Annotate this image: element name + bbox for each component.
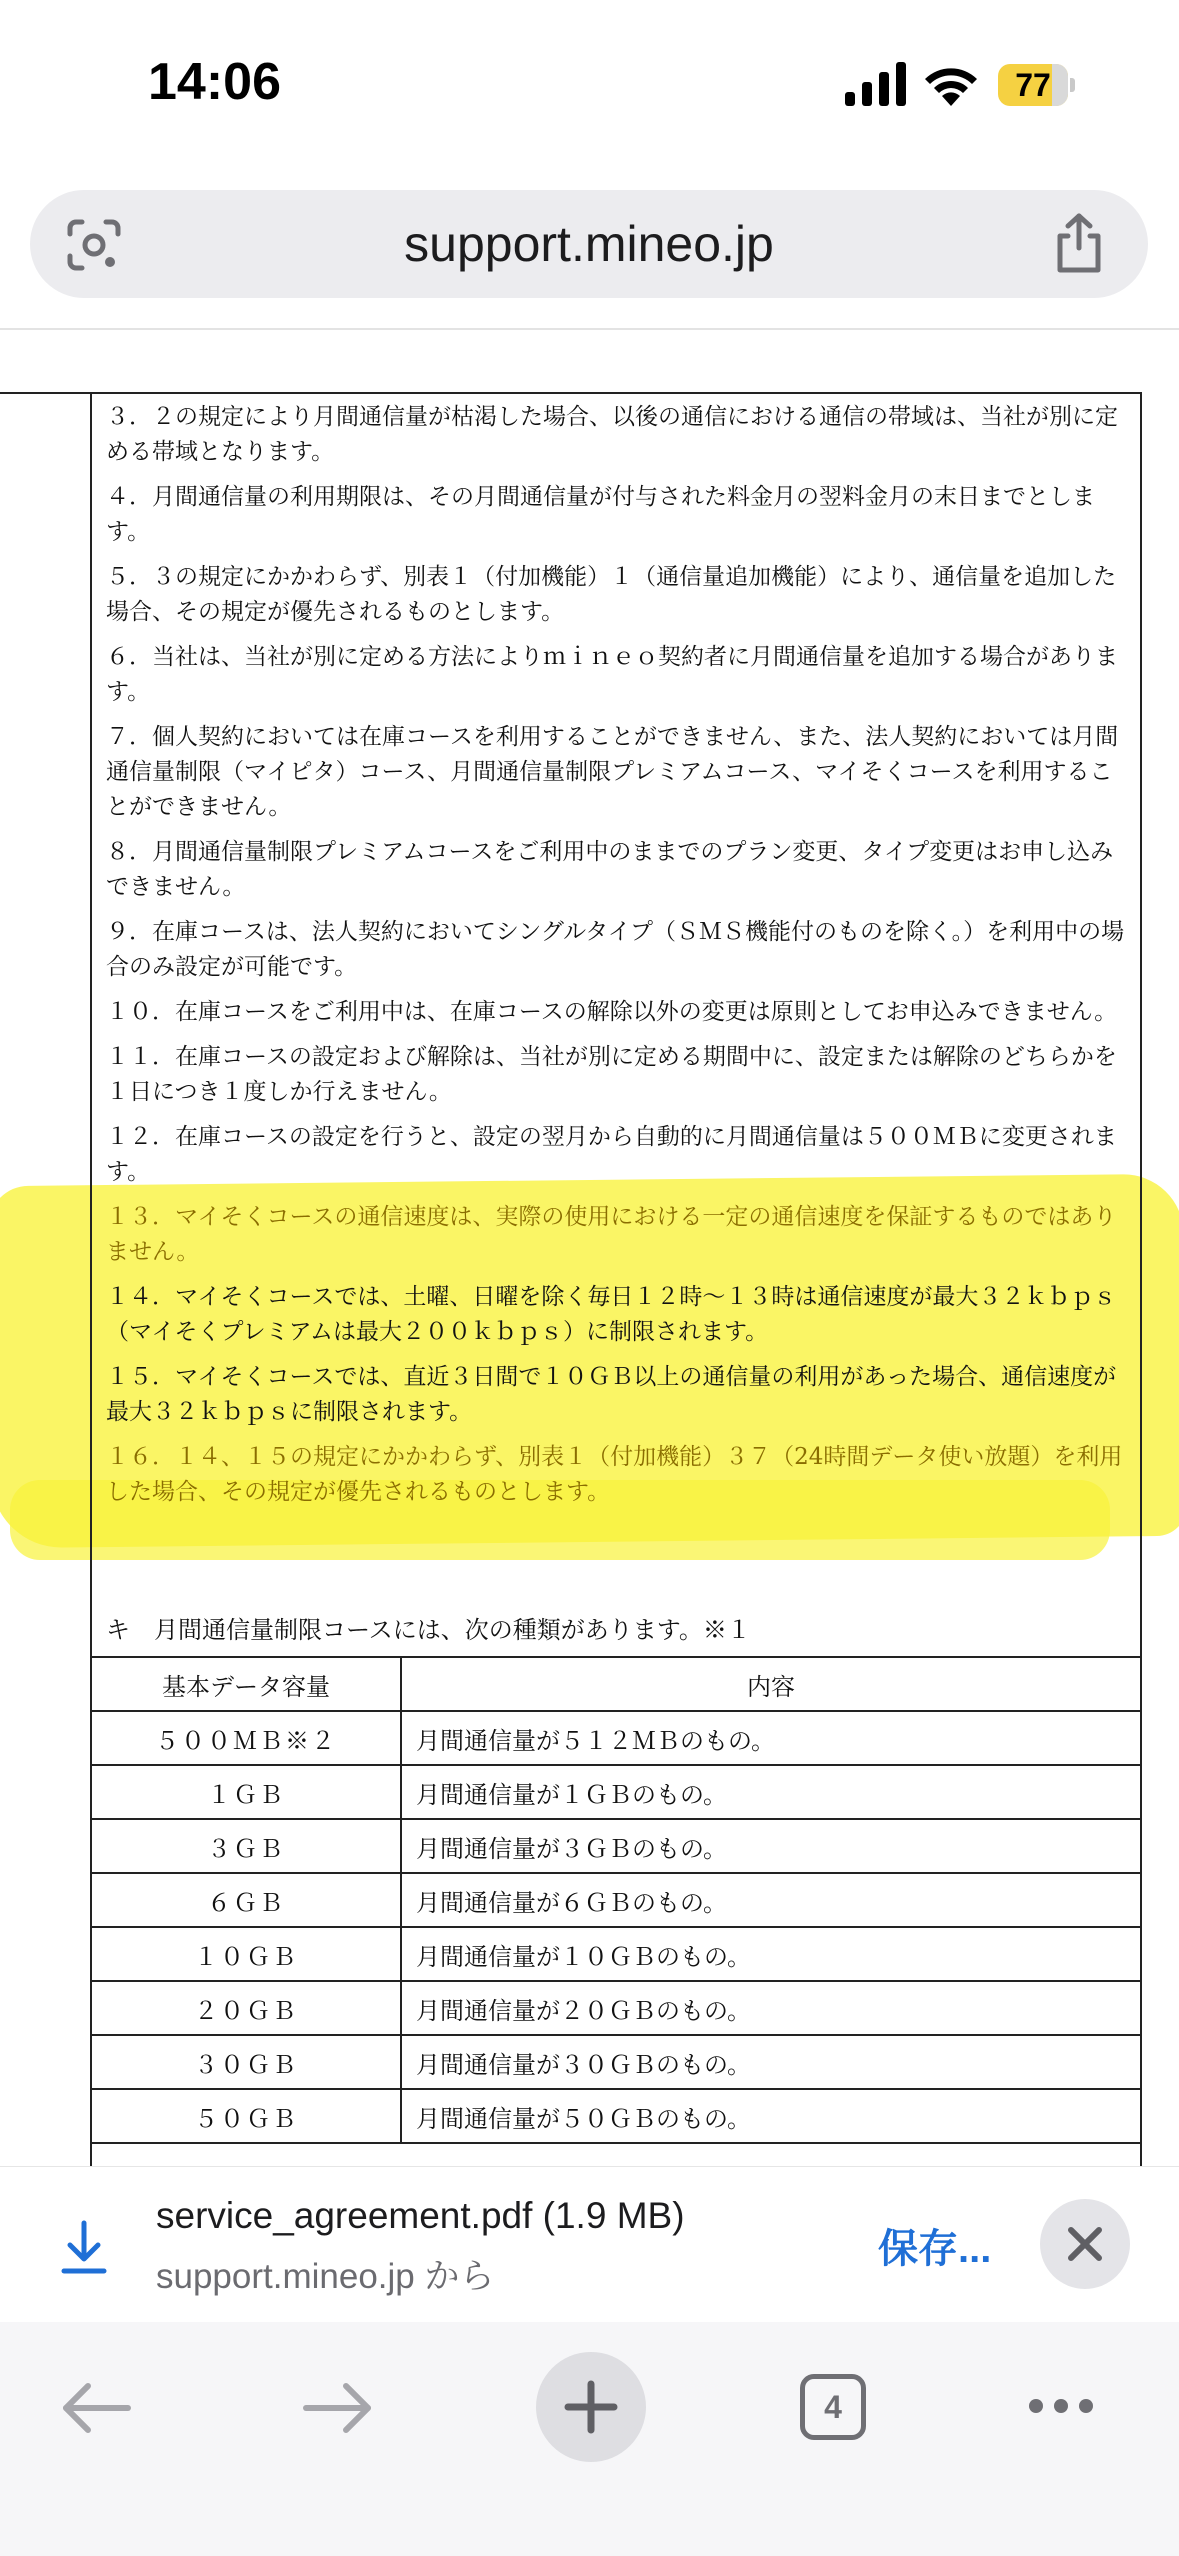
table-row bbox=[91, 1819, 1141, 1873]
clause-list bbox=[106, 400, 1126, 1520]
url-text[interactable]: support.mineo.jp bbox=[404, 216, 774, 272]
section-heading: キ 月間通信量制限コースには、次の種類があります。※１ bbox=[106, 1616, 751, 1644]
status-time: 14:06 bbox=[148, 53, 281, 111]
table-header: 基本データ容量 bbox=[91, 1657, 401, 1711]
table-header-row bbox=[91, 1657, 1141, 1711]
download-icon bbox=[56, 2219, 112, 2275]
clause-12: １２．在庫コースの設定を行うと、設定の翌月から自動的に月間通信量は５００ＭＢに変更されます。 bbox=[106, 1124, 1117, 1185]
table-row bbox=[91, 1927, 1141, 1981]
table-cell: 月間通信量が５１２ＭＢのもの。 bbox=[401, 1711, 1141, 1765]
clause-9: ９．在庫コースは、法人契約においてシングルタイプ（ＳＭＳ機能付のものを除く。）を利用中の場合のみ設定が可能です。 bbox=[106, 919, 1125, 980]
browser-toolbar bbox=[0, 2322, 1179, 2556]
clause-13: １３．マイそくコースの通信速度は、実際の使用における一定の通信速度を保証するものではありません。 bbox=[106, 1204, 1117, 1265]
table-cell: 月間通信量が１ＧＢのもの。 bbox=[401, 1765, 1141, 1819]
table-cell: ３ＧＢ bbox=[91, 1819, 401, 1873]
address-bar[interactable] bbox=[30, 190, 1148, 298]
table-cell: 月間通信量が５０ＧＢのもの。 bbox=[401, 2089, 1141, 2143]
table-cell: 月間通信量が６ＧＢのもの。 bbox=[401, 1873, 1141, 1927]
data-capacity-table bbox=[90, 1656, 1142, 2144]
clause-15: １５．マイそくコースでは、直近３日間で１０ＧＢ以上の通信量の利用があった場合、通信速度が最大３２ｋｂｐｓに制限されます。 bbox=[106, 1364, 1117, 1425]
clause-6: ６．当社は、当社が別に定める方法によりｍｉｎｅｏ契約者に月間通信量を追加する場合があります。 bbox=[106, 644, 1118, 705]
clause-14: １４．マイそくコースでは、土曜、日曜を除く毎日１２時～１３時は通信速度が最大３２ｋｂｐｓ（マイそくプレミアムは最大２００ｋｂｐｓ）に制限されます。 bbox=[106, 1284, 1117, 1345]
table-cell: ５００ＭＢ※２ bbox=[91, 1711, 401, 1765]
table-cell: １ＧＢ bbox=[91, 1765, 401, 1819]
pdf-viewer[interactable] bbox=[0, 330, 1179, 2166]
back-icon[interactable] bbox=[58, 2376, 134, 2440]
more-icon[interactable] bbox=[1024, 2394, 1098, 2418]
table-cell: ２０ＧＢ bbox=[91, 1981, 401, 2035]
share-icon[interactable] bbox=[1050, 212, 1108, 274]
download-bar bbox=[0, 2166, 1179, 2323]
clause-8: ８．月間通信量制限プレミアムコースをご利用中のままでのプラン変更、タイプ変更はお申し込みできません。 bbox=[106, 839, 1114, 900]
table-cell: 月間通信量が３０ＧＢのもの。 bbox=[401, 2035, 1141, 2089]
table-row bbox=[91, 2035, 1141, 2089]
table-row bbox=[91, 1981, 1141, 2035]
table-cell: ６ＧＢ bbox=[91, 1873, 401, 1927]
signal-icon bbox=[845, 62, 907, 106]
table-row bbox=[91, 2089, 1141, 2143]
clause-3: ３．２の規定により月間通信量が枯渇した場合、以後の通信における通信の帯域は、当社が別に定める帯域となります。 bbox=[106, 404, 1118, 465]
clause-4: ４．月間通信量の利用期限は、その月間通信量が付与された料金月の翌料金月の末日までとします。 bbox=[106, 484, 1095, 545]
tab-count: 4 bbox=[824, 2389, 842, 2425]
status-bar bbox=[0, 0, 1179, 170]
save-button[interactable]: 保存... bbox=[878, 2227, 992, 2271]
clause-11: １１．在庫コースの設定および解除は、当社が別に定める期間中に、設定または解除のどちらかを１日につき１度しか行えません。 bbox=[106, 1044, 1117, 1105]
clause-5: ５．３の規定にかかわらず、別表１（付加機能）１（通信量追加機能）により、通信量を追加した場合、その規定が優先されるものとします。 bbox=[106, 564, 1117, 625]
clause-10: １０．在庫コースをご利用中は、在庫コースの解除以外の変更は原則としてお申込みできません。 bbox=[106, 999, 1118, 1025]
table-cell: 月間通信量が３ＧＢのもの。 bbox=[401, 1819, 1141, 1873]
table-cell: １０ＧＢ bbox=[91, 1927, 401, 1981]
tabs-icon[interactable] bbox=[800, 2374, 866, 2440]
table-row bbox=[91, 1873, 1141, 1927]
battery-level: 77 bbox=[1015, 67, 1051, 103]
table-cell: 月間通信量が１０ＧＢのもの。 bbox=[401, 1927, 1141, 1981]
table-row bbox=[91, 1765, 1141, 1819]
table-row bbox=[91, 1711, 1141, 1765]
new-tab-button[interactable] bbox=[536, 2352, 646, 2462]
table-cell: ５０ＧＢ bbox=[91, 2089, 401, 2143]
close-button[interactable] bbox=[1040, 2199, 1130, 2289]
download-file-name: service_agreement.pdf (1.9 MB) bbox=[156, 2195, 685, 2236]
close-icon bbox=[1065, 2224, 1105, 2264]
wifi-icon bbox=[922, 60, 980, 106]
table-cell: 月間通信量が２０ＧＢのもの。 bbox=[401, 1981, 1141, 2035]
battery-icon bbox=[998, 64, 1074, 106]
table-cell: ３０ＧＢ bbox=[91, 2035, 401, 2089]
download-source: support.mineo.jp から bbox=[156, 2257, 495, 2296]
clause-7: ７．個人契約においては在庫コースを利用することができません、また、法人契約においては月間通信量制限（マイピタ）コース、月間通信量制限プレミアムコース、マイそくコースを利用することができません。 bbox=[106, 724, 1119, 820]
clause-16: １６．１４、１５の規定にかかわらず、別表１（付加機能）３７（24時間データ使い放題）を利用した場合、その規定が優先されるものとします。 bbox=[106, 1444, 1123, 1505]
forward-icon[interactable] bbox=[300, 2376, 376, 2440]
plus-icon bbox=[564, 2380, 618, 2434]
table-header: 内容 bbox=[401, 1657, 1141, 1711]
